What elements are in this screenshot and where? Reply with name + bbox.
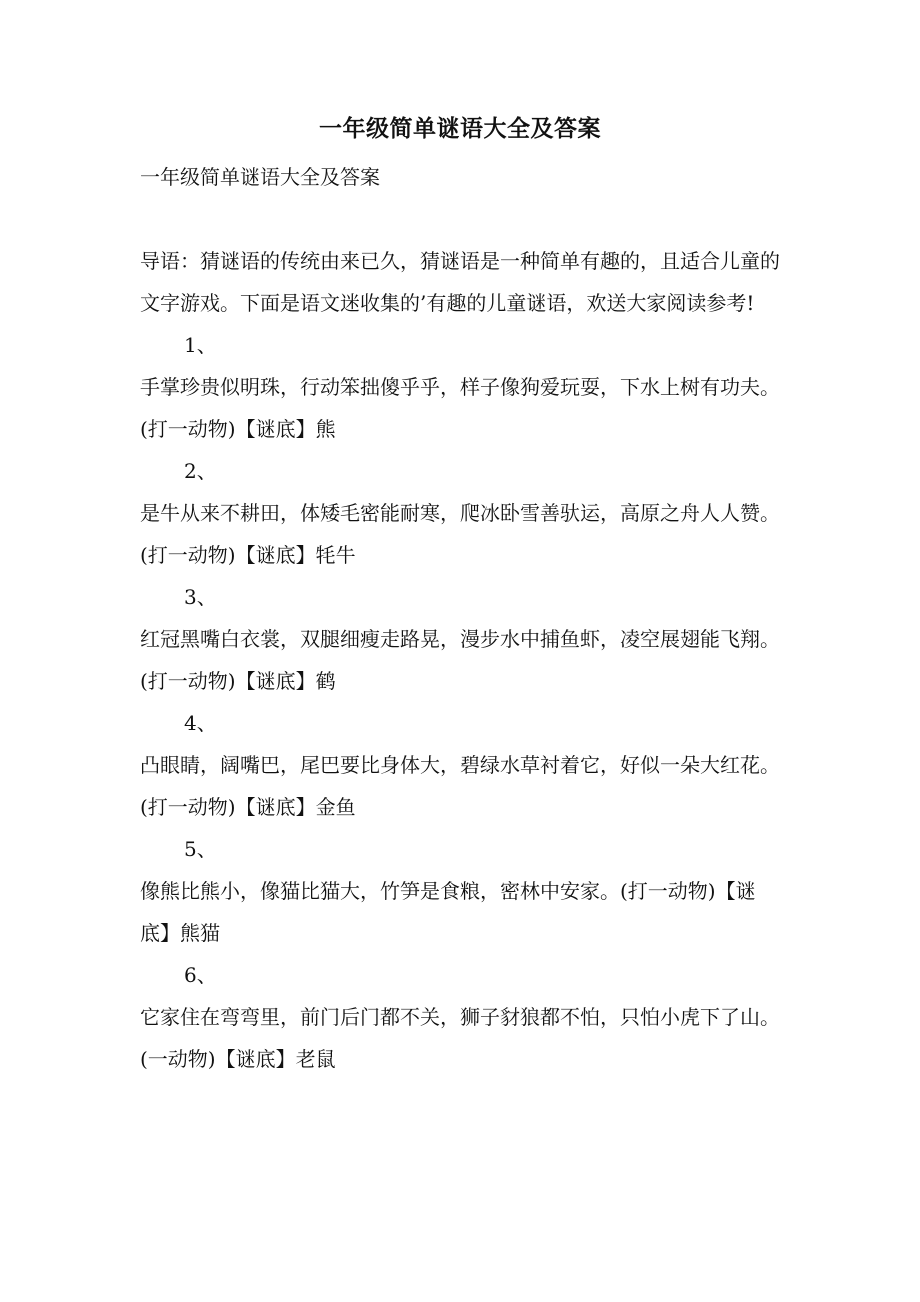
riddle-text: 是牛从来不耕田，体矮毛密能耐寒，爬冰卧雪善驮运，高原之舟人人赞。(打一动物)【谜底】牦牛 xyxy=(140,501,780,567)
riddle-text: 红冠黑嘴白衣裳，双腿细瘦走路晃，漫步水中捕鱼虾，凌空展翅能飞翔。(打一动物)【谜底】鹤 xyxy=(140,627,780,693)
intro-paragraph: 导语：猜谜语的传统由来已久，猜谜语是一种简单有趣的，且适合儿童的文字游戏。下面是语文迷收集的’有趣的儿童谜语，欢送大家阅读参考! xyxy=(140,249,780,315)
riddle-number: 3、 xyxy=(184,585,217,609)
riddle-text: 凸眼睛，阔嘴巴，尾巴要比身体大，碧绿水草衬着它，好似一朵大红花。(打一动物)【谜底】金鱼 xyxy=(140,753,780,819)
riddle-text: 像熊比熊小，像猫比猫大，竹笋是食粮，密林中安家。(打一动物)【谜底】熊猫 xyxy=(140,879,756,945)
riddle-number: 2、 xyxy=(184,459,217,483)
riddle-number: 4、 xyxy=(184,711,217,735)
document-title: 一年级简单谜语大全及答案 xyxy=(319,115,601,142)
document-subtitle: 一年级简单谜语大全及答案 xyxy=(140,165,380,189)
document-body xyxy=(140,156,780,1080)
riddle-number: 6、 xyxy=(184,963,217,987)
riddle-number: 5、 xyxy=(184,837,217,861)
riddle-text: 手掌珍贵似明珠，行动笨拙傻乎乎，样子像狗爱玩耍，下水上树有功夫。(打一动物)【谜底】熊 xyxy=(140,375,780,441)
riddle-text: 它家住在弯弯里，前门后门都不关，狮子豺狼都不怕，只怕小虎下了山。(一动物)【谜底】老鼠 xyxy=(140,1005,780,1071)
riddle-number: 1、 xyxy=(184,333,217,357)
